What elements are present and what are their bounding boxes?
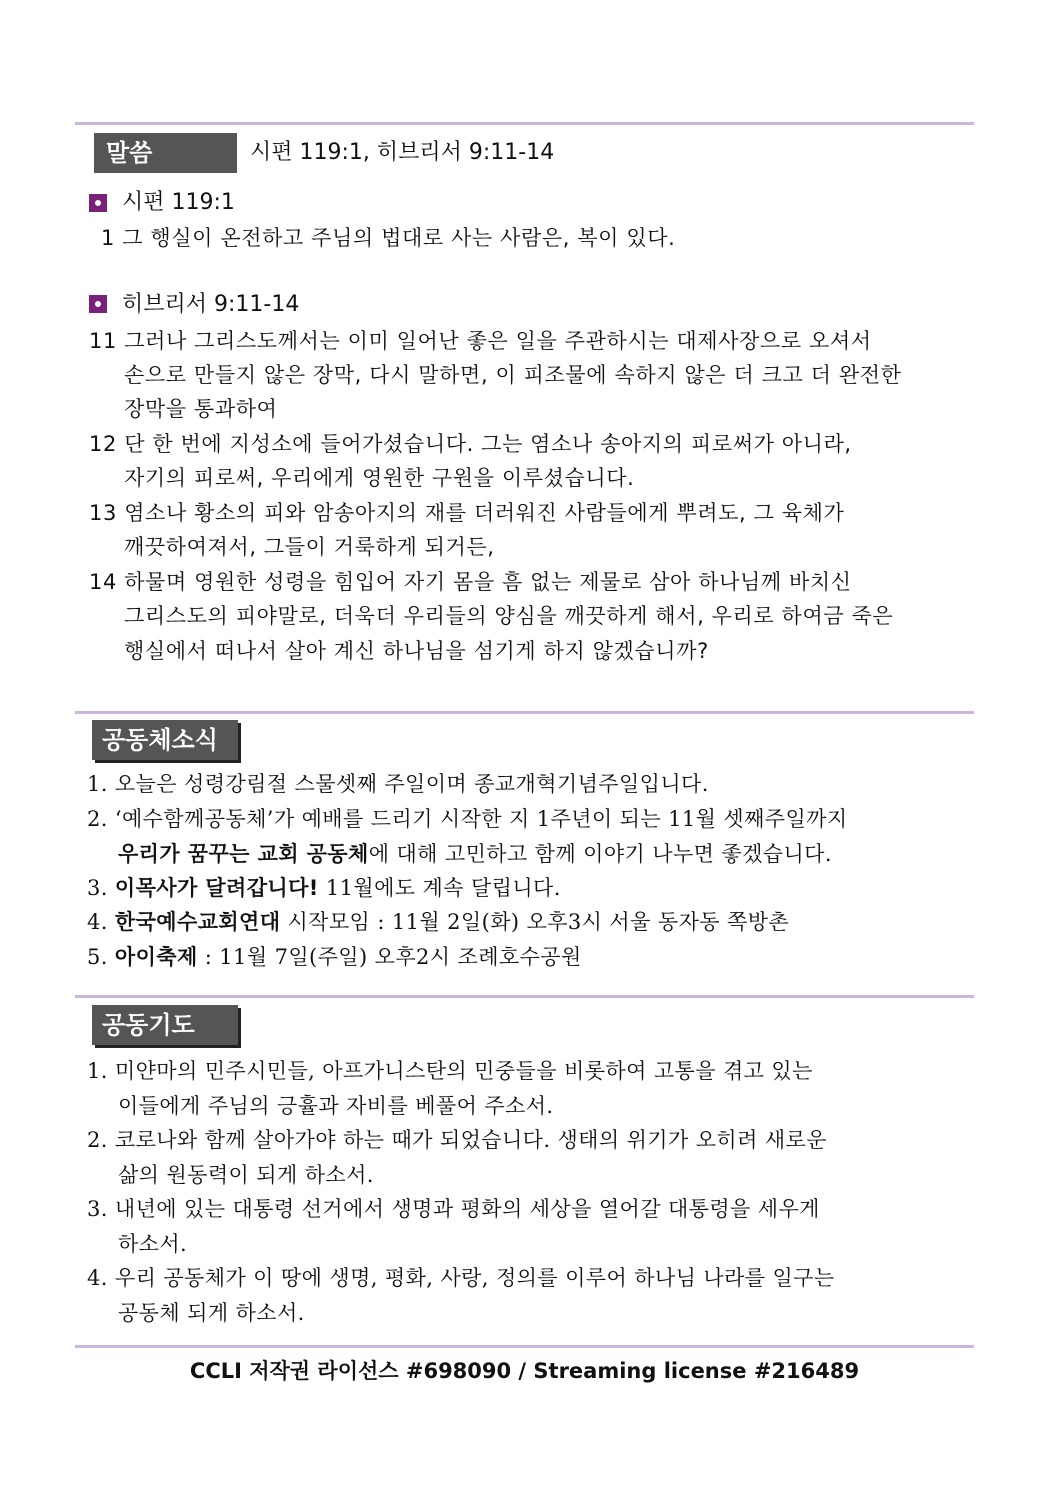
square-bullet-icon [89,295,107,313]
section-divider-top [75,122,974,125]
hebrews-heading: 히브리서 9:11-14 [122,292,300,317]
news-number: 5. [87,945,115,969]
hebrews-line: 그리스도의 피야말로, 더욱더 우리들의 양심을 깨끗하게 해서, 우리로 하여금 죽은 [124,604,894,628]
prayer-line: 공동체 되게 하소서. [118,1301,305,1325]
news-text: 시작모임 : 11월 2일(화) 오후3시 서울 동자동 쪽방촌 [280,910,790,934]
news-bold-text: 우리가 꿈꾸는 교회 공동체 [118,842,369,866]
hebrews-line: 12 단 한 번에 지성소에 들어가셨습니다. 그는 염소나 송아지의 피로써가 아니라, [89,432,852,456]
prayer-line: 4. 우리 공동체가 이 땅에 생명, 평화, 사랑, 정의를 이루어 하나님 나라를 일구는 [87,1266,835,1290]
hebrews-line: 자기의 피로써, 우리에게 영원한 구원을 이루셨습니다. [124,466,635,490]
section-divider [75,995,974,998]
hebrews-line: 11 그러나 그리스도께서는 이미 일어난 좋은 일을 주관하시는 대제사장으로 오셔서 [89,329,872,353]
news-item: 2. ‘예수함께공동체’가 예배를 드리기 시작한 지 1주년이 되는 11월 셋째주일까지 [87,807,848,831]
section-divider [75,711,974,714]
section-divider-bottom [75,1345,974,1348]
news-text: : 11월 7일(주일) 오후2시 조례호수공원 [197,945,582,969]
prayer-section-label: 공동기도 [92,1005,238,1045]
news-bold-text: 이목사가 달려갑니다! [114,876,319,900]
word-section-label: 말씀 [94,133,237,173]
hebrews-line: 행실에서 떠나서 살아 계신 하나님을 섬기게 하지 않겠습니까? [124,639,709,663]
hebrews-line: 14 하물며 영원한 성령을 힘입어 자기 몸을 흠 없는 제물로 삼아 하나님께 바치신 [89,570,852,594]
news-section-label: 공동체소식 [92,720,238,760]
square-bullet-icon [89,194,107,212]
prayer-line: 3. 내년에 있는 대통령 선거에서 생명과 평화의 세상을 열어갈 대통령을 세우게 [87,1197,820,1221]
news-item-continuation [118,837,832,871]
prayer-line: 이들에게 주님의 긍휼과 자비를 베풀어 주소서. [118,1094,554,1118]
news-text: 에 대해 고민하고 함께 이야기 나누면 좋겠습니다. [368,842,832,866]
psalm-heading: 시편 119:1 [122,190,235,215]
prayer-line: 1. 미얀마의 민주시민들, 아프가니스탄의 민중들을 비롯하여 고통을 겪고 있는 [87,1059,813,1083]
prayer-line: 삶의 원동력이 되게 하소서. [118,1163,374,1187]
hebrews-line: 13 염소나 황소의 피와 암송아지의 재를 더러워진 사람들에게 뿌려도, 그 육체가 [89,501,845,525]
news-bold-text: 한국예수교회연대 [114,910,281,934]
news-number: 4. [87,910,115,934]
news-bold-text: 아이축제 [114,945,198,969]
news-text: 11월에도 계속 달립니다. [318,876,561,900]
news-item [87,905,789,939]
news-item: 1. 오늘은 성령강림절 스물셋째 주일이며 종교개혁기념주일입니다. [87,772,709,796]
hebrews-line: 깨끗하여져서, 그들이 거룩하게 되거든, [124,535,495,559]
word-reference: 시편 119:1, 히브리서 9:11-14 [250,140,555,165]
hebrews-line: 장막을 통과하여 [124,397,278,421]
hebrews-line: 손으로 만들지 않은 장막, 다시 말하면, 이 피조물에 속하지 않은 더 크고 더 완전한 [124,363,902,387]
news-item [87,940,582,974]
news-item [87,871,561,905]
prayer-line: 2. 코로나와 함께 살아가야 하는 때가 되었습니다. 생태의 위기가 오히려 새로운 [87,1128,827,1152]
license-footer: CCLI 저작권 라이선스 #698090 / Streaming license #216489 [189,1359,860,1383]
prayer-line: 하소서. [118,1232,188,1256]
news-number: 3. [87,876,115,900]
psalm-verse: 1 그 행실이 온전하고 주님의 법대로 사는 사람은, 복이 있다. [101,226,676,250]
